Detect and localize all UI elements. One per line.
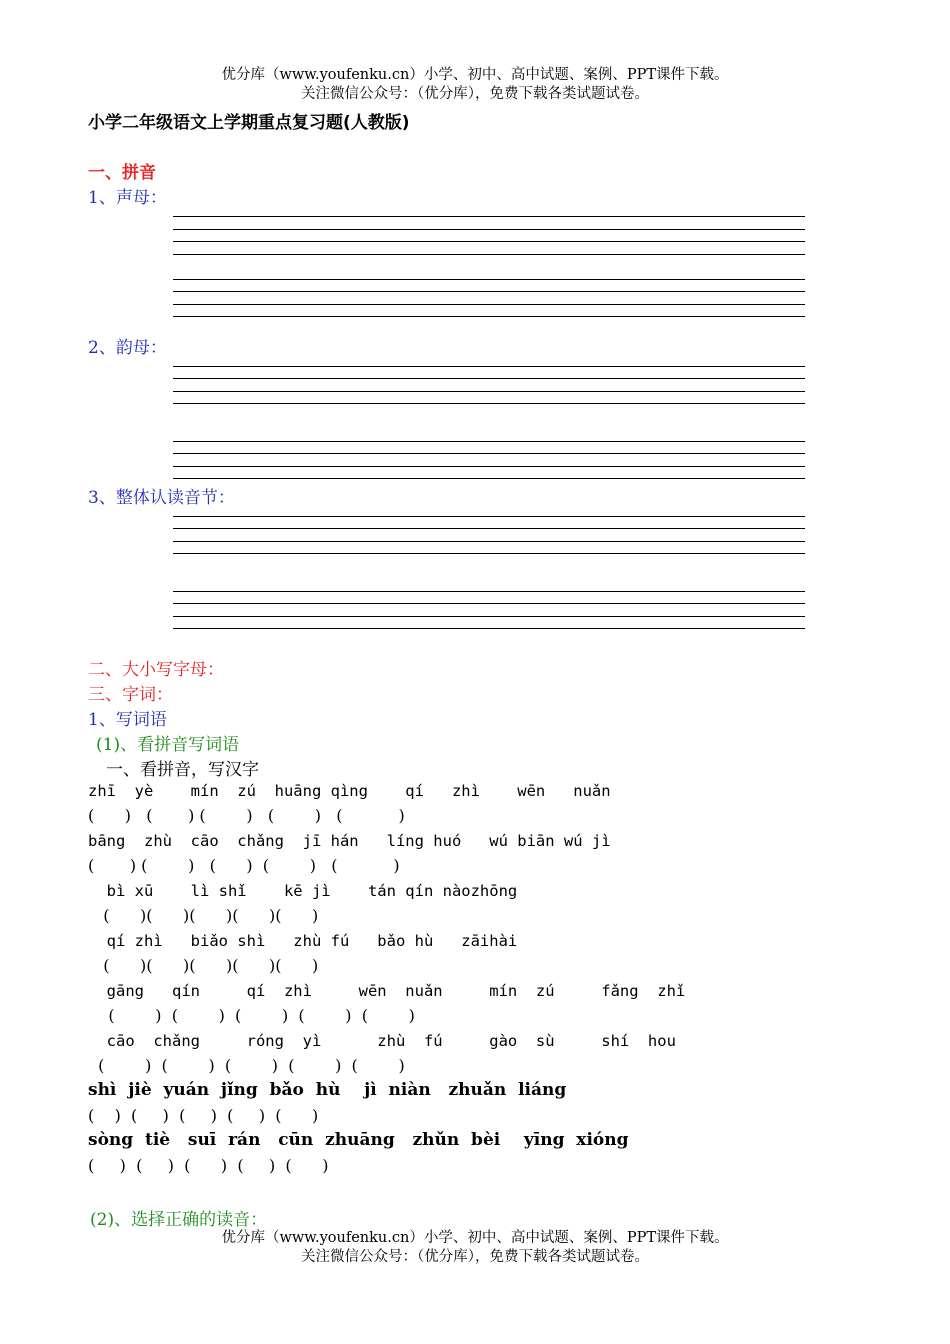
part-pinyin-to-words: (1)、看拼音写词语 bbox=[96, 735, 240, 755]
answer-blanks[interactable]: ( ) ( ) ( ) ( ) ( ) bbox=[88, 1106, 319, 1125]
header-line-1: 优分库（www.youfenku.cn）小学、初中、高中试题、案例、PPT课件下载。 bbox=[221, 67, 729, 83]
sub-yunmu: 2、韵母： bbox=[88, 338, 167, 358]
header-line-2: 关注微信公众号：（优分库），免费下载各类试题试卷。 bbox=[301, 86, 649, 102]
instruction: 一、看拼音，写汉字 bbox=[106, 760, 259, 780]
answer-blanks[interactable]: ( )( )( )( )( ) bbox=[88, 906, 319, 925]
section-words: 三、字词： bbox=[88, 685, 173, 705]
sub-shengmu: 1、声母： bbox=[88, 188, 167, 208]
pinyin-row-bold: sòng tiè suī rán cūn zhuāng zhǔn bèi yīng xióng bbox=[88, 1130, 629, 1150]
answer-blanks[interactable]: ( ) ( ) ( ) ( ) ( ) bbox=[88, 856, 400, 875]
answer-blanks[interactable]: ( ) ( ) ( ) ( ) ( ) bbox=[88, 806, 405, 825]
section-pinyin-heading: 一、拼音 bbox=[88, 163, 156, 183]
part-choose-pronunciation: (2)、选择正确的读音： bbox=[90, 1210, 268, 1230]
pinyin-row: qí zhì biǎo shì zhù fú bǎo hù zāihài bbox=[88, 932, 518, 950]
answer-blanks[interactable]: ( ) ( ) ( ) ( ) ( ) bbox=[88, 1006, 415, 1025]
pinyin-row: gāng qín qí zhì wēn nuǎn mín zú fǎng zhǐ bbox=[88, 982, 686, 1000]
footer-line-1: 优分库（www.youfenku.cn）小学、初中、高中试题、案例、PPT课件下载。 bbox=[221, 1230, 729, 1246]
answer-blanks[interactable]: ( ) ( ) ( ) ( ) ( ) bbox=[88, 1056, 405, 1075]
pinyin-row: bāng zhù cāo chǎng jī hán líng huó wú biān wú jì bbox=[88, 832, 611, 850]
footer-line-2: 关注微信公众号：（优分库），免费下载各类试题试卷。 bbox=[301, 1249, 649, 1265]
section-letters: 二、大小写字母： bbox=[88, 660, 224, 680]
pinyin-row: bì xū lì shǐ kē jì tán qín nàozhōng bbox=[88, 882, 518, 900]
pinyin-row: cāo chǎng róng yì zhù fú gào sù shí hou bbox=[88, 1032, 676, 1050]
pinyin-row: zhī yè mín zú huāng qìng qí zhì wēn nuǎn bbox=[88, 782, 611, 800]
sub-write-words: 1、写词语 bbox=[88, 710, 167, 730]
document-title: 小学二年级语文上学期重点复习题(人教版) bbox=[88, 113, 410, 133]
pinyin-row-bold: shì jiè yuán jǐng bǎo hù jì niàn zhuǎn liáng bbox=[88, 1080, 567, 1100]
answer-blanks[interactable]: ( ) ( ) ( ) ( ) ( ) bbox=[88, 1156, 329, 1175]
sub-zhengti: 3、整体认读音节： bbox=[88, 488, 235, 508]
answer-blanks[interactable]: ( )( )( )( )( ) bbox=[88, 956, 319, 975]
